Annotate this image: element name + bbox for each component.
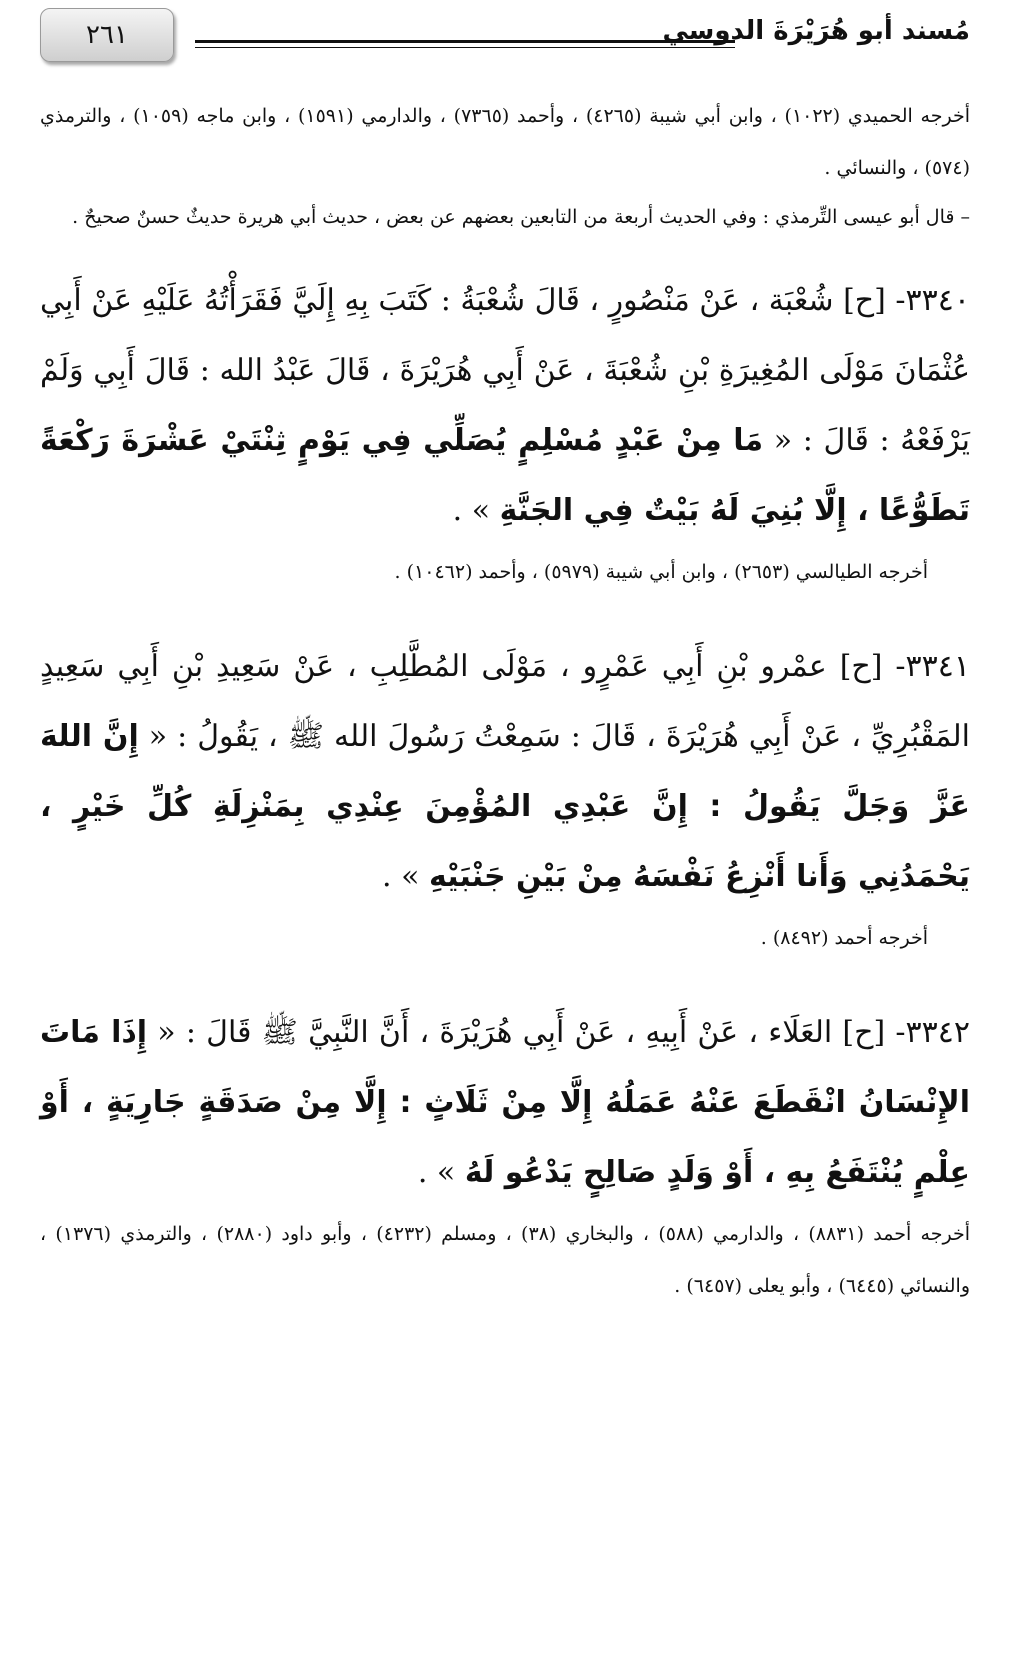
hadith-3340 xyxy=(40,266,970,546)
takhrij-note: أخرجه أحمد (٨٤٩٢) . xyxy=(760,927,928,949)
takhrij-note: أخرجه أحمد (٨٨٣١) ، والدارمي (٥٨٨) ، والبخاري (٣٨) ، ومسلم (٤٢٣٢) ، وأبو داود (٢٨٨٠) ، والترمذي (١٣٧٦) ، والنسائي (٦٤٤٥) ، وأبو يعلى (٦٤٥٧) . xyxy=(40,1223,970,1297)
page-content xyxy=(40,90,970,1312)
hadith-3342 xyxy=(40,998,970,1208)
hadith-isnad: ٣٣٤١- [ح] عمْرو بْنِ أَبِي عَمْرٍو ، مَوْلَى المُطَّلِبِ ، عَنْ سَعِيدِ بْنِ أَبِي سَعِيدٍ المَقْبُرِيِّ ، عَنْ أَبِي هُرَيْرَةَ ، قَالَ : سَمِعْتُ رَسُولَ الله ﷺ ، يَقُولُ : « xyxy=(40,649,970,754)
page-number-badge: ٢٦١ xyxy=(40,8,174,62)
hadith-isnad: ٣٣٤٠- [ح] شُعْبَة ، عَنْ مَنْصُورٍ ، قَالَ شُعْبَةُ : كَتَبَ بِهِ إِلَيَّ فَقَرَأْتُهُ عَلَيْهِ عَنْ أَبِي عُثْمَانَ مَوْلَى المُغِيرَةِ بْنِ شُعْبَةَ ، عَنْ أَبِي هُرَيْرَةَ ، قَالَ عَبْدُ الله : قَالَ أَبِي وَلَمْ يَرْفَعْهُ : قَالَ : « xyxy=(40,283,970,458)
tirmidhi-comment: – قال أبو عيسى التِّرمذي : وفي الحديث أربعة من التابعين بعضهم عن بعض ، حديث أبي هريرة حديثٌ حسنٌ صحيحٌ . xyxy=(72,206,970,228)
takhrij-note: أخرجه الحميدي (١٠٢٢) ، وابن أبي شيبة (٤٢٦٥) ، وأحمد (٧٣٦٥) ، والدارمي (١٥٩١) ، وابن ماجه (١٠٥٩) ، والترمذي (٥٧٤) ، والنسائي . xyxy=(40,105,970,179)
header-rule-thin xyxy=(195,47,735,48)
header-rule xyxy=(195,40,735,43)
hadith-isnad: ٣٣٤٢- [ح] العَلَاء ، عَنْ أَبِيهِ ، عَنْ أَبِي هُرَيْرَةَ ، أَنَّ النَّبِيَّ ﷺ قَالَ : « xyxy=(157,1015,970,1050)
hadith-matn: مَا مِنْ عَبْدٍ مُسْلِمٍ يُصَلِّي فِي يَوْمٍ ثِنْتَيْ عَشْرَةَ رَكْعَةً تَطَوُّعًا ، إِلَّا بُنِيَ لَهُ بَيْتٌ فِي الجَنَّةِ xyxy=(40,423,970,528)
hadith-end: » . xyxy=(452,493,491,528)
hadith-matn: إِذَا مَاتَ الإِنْسَانُ انْقَطَعَ عَنْهُ عَمَلُهُ إِلَّا مِنْ ثَلَاثٍ : إِلَّا مِنْ صَدَقَةٍ جَارِيَةٍ ، أَوْ عِلْمٍ يُنْتَفَعُ بِهِ ، أَوْ وَلَدٍ صَالِحٍ يَدْعُو لَهُ xyxy=(40,1015,970,1190)
hadith-3341 xyxy=(40,632,970,912)
hadith-end: » . xyxy=(417,1155,456,1190)
running-title: مُسند أبو هُرَيْرَةَ الدوسي xyxy=(662,16,970,46)
hadith-end: » . xyxy=(382,859,420,894)
takhrij-note: أخرجه الطيالسي (٢٦٥٣) ، وابن أبي شيبة (٥٩٧٩) ، وأحمد (١٠٤٦٢) . xyxy=(394,561,928,583)
hadith-matn: إِنَّ اللهَ عَزَّ وَجَلَّ يَقُولُ : إِنَّ عَبْدِي المُؤْمِنَ عِنْدِي بِمَنْزِلَةِ كُلِّ خَيْرٍ ، يَحْمَدُنِي وَأَنا أَنْزِعُ نَفْسَهُ مِنْ بَيْنِ جَنْبَيْهِ xyxy=(40,719,970,894)
page-header xyxy=(40,8,970,68)
